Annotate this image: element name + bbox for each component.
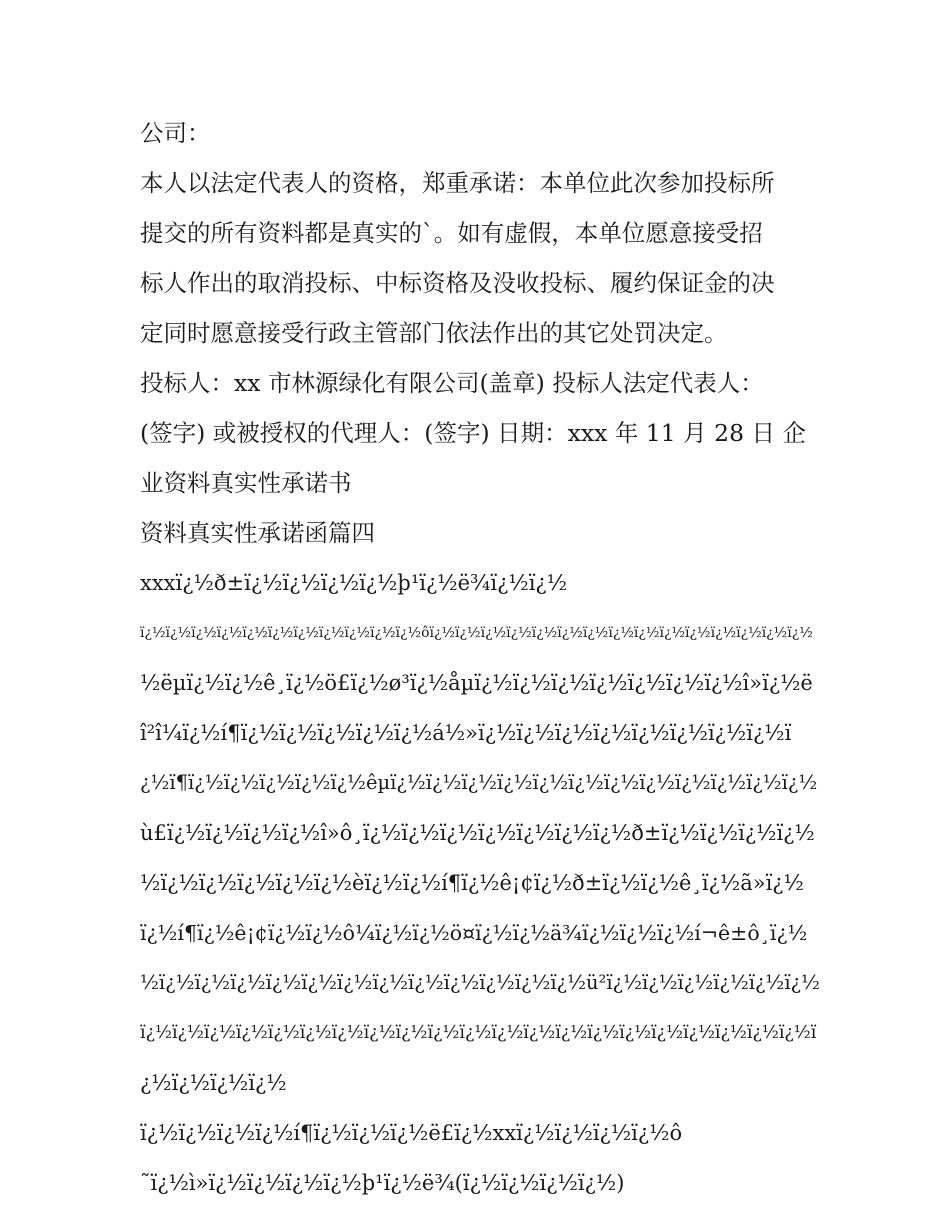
garbled-text-line: ¿½ï¿½ï¿½ï¿½: [140, 1071, 287, 1095]
garbled-text-line: ï¿½ï¿½ï¿½ï¿½í¶ï¿½ï¿½ï¿½ë£ï¿½xxï¿½ï¿½ï¿½ï¿½ô: [140, 1121, 683, 1145]
signature-line: (签字) 或被授权的代理人：(签字) 日期：xxx 年 11 月 28 日 企: [140, 419, 806, 447]
garbled-text-line: ¿½ï¶ï¿½ï¿½ï¿½ï¿½ï¿½êµï¿½ï¿½ï¿½ï¿½ï¿½ï¿½ï¿½ï¿½ï¿½ï¿½ï¿½ï¿½: [140, 771, 818, 794]
garbled-text-line: ½ëµï¿½ï¿½ê¸ï¿½ö£ï¿½ø³ï¿½åµï¿½ï¿½ï¿½ï¿½ï¿½ï¿½ï¿½î»ï¿½ë: [140, 671, 813, 695]
garbled-text-line: ï¿½í¶ï¿½ê¡¢ï¿½ï¿½ô¼ï¿½ï¿½ö¤ï¿½ï¿½ä¾ï¿½ï¿½ï¿½í¬ê±ô¸ï¿½: [140, 921, 808, 945]
garbled-text-line: ˜ï¿½ì»ï¿½ï¿½ï¿½ï¿½þ¹ï¿½ë¾(ï¿½ï¿½ï¿½ï¿½): [140, 1171, 625, 1195]
garbled-text-line: ½ï¿½ï¿½ï¿½ï¿½ï¿½ï¿½ï¿½ï¿½ï¿½ï¿½ï¿½ï¿½ü²ï¿½ï¿½ï¿½ï¿½ï¿½ï¿½: [140, 971, 820, 994]
body-line: 提交的所有资料都是真实的`。如有虚假，本单位愿意接受招: [140, 219, 763, 247]
garbled-text-line: ½ï¿½ï¿½ï¿½ï¿½ï¿½èï¿½ï¿½í¶ï¿½ê¡¢ï¿½ð±ï¿½ï¿½ê¸ï¿½ã»ï¿½: [140, 871, 804, 895]
garbled-text-line: î²î¼ï¿½í¶ï¿½ï¿½ï¿½ï¿½ï¿½á½»ï¿½ï¿½ï¿½ï¿½ï¿½ï¿½ï¿½ï¿½ï: [140, 721, 792, 745]
signature-line: 投标人：xx 市林源绿化有限公司(盖章) 投标人法定代表人：: [140, 369, 764, 397]
section-heading: 资料真实性承诺函篇四: [140, 519, 375, 547]
garbled-text-line: ï¿½ï¿½ï¿½ï¿½ï¿½ï¿½ï¿½ï¿½ï¿½ï¿½ï¿½ôï¿½ï¿½ï¿½ï¿½ï¿½ï¿½ï¿½ï¿½ï¿½ï¿½ï¿½ï¿½ï¿½ï¿½ï¿½: [140, 625, 813, 641]
title-line: 业资料真实性承诺书: [140, 469, 352, 497]
garbled-text-line: xxxï¿½ð±ï¿½ï¿½ï¿½ï¿½þ¹ï¿½ë¾ï¿½ï¿½: [140, 571, 568, 595]
salutation-line: 公司：: [140, 119, 211, 147]
document-page: [140, 108, 820, 1208]
garbled-text-line: ù£ï¿½ï¿½ï¿½ï¿½î»ô¸ï¿½ï¿½ï¿½ï¿½ï¿½ï¿½ï¿½ð±ï¿½ï¿½ï¿½ï¿½: [140, 821, 815, 845]
body-line: 本人以法定代表人的资格，郑重承诺：本单位此次参加投标所: [140, 169, 775, 197]
body-line: 定同时愿意接受行政主管部门依法作出的其它处罚决定。: [140, 319, 728, 347]
body-line: 标人作出的取消投标、中标资格及没收投标、履约保证金的决: [140, 269, 775, 297]
garbled-text-line: ï¿½ï¿½ï¿½ï¿½ï¿½ï¿½ï¿½ï¿½ï¿½ï¿½ï¿½ï¿½ï¿½ï¿½ï¿½ï¿½ï¿½ï¿½ï¿½ï¿½ï¿½ï: [140, 1023, 817, 1043]
